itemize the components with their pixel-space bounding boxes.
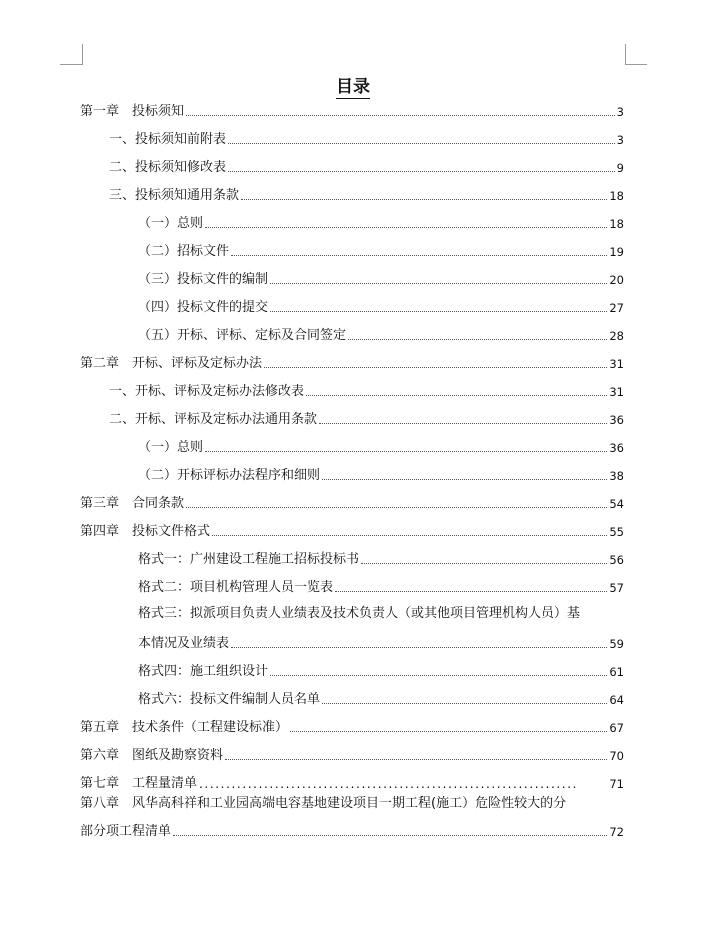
toc-entry-page: 55 — [609, 525, 624, 539]
dot-leader — [186, 115, 615, 116]
toc-entry-chapter-2[interactable] — [80, 353, 624, 373]
toc-entry-page: 31 — [609, 357, 624, 371]
toc-entry-page: 54 — [609, 497, 624, 511]
toc-entry-page: 19 — [609, 245, 624, 259]
toc-entry[interactable] — [138, 437, 624, 457]
toc-entry-chapter-7[interactable] — [80, 773, 624, 793]
dot-leader — [186, 507, 607, 508]
dot-leader — [319, 423, 607, 424]
toc-entry-page: 36 — [609, 441, 624, 455]
toc-entry-page: 18 — [609, 217, 624, 231]
toc-entry-page: 59 — [609, 637, 624, 651]
toc-entry-page: 38 — [609, 469, 624, 483]
toc-entry-label: 格式一：广州建设工程施工招标投标书 — [138, 552, 360, 567]
toc-entry-page: 70 — [609, 749, 624, 763]
toc-entry-page: 9 — [616, 161, 624, 175]
toc-entry-page: 36 — [609, 413, 624, 427]
toc-entry-label-line1[interactable]: 格式三：拟派项目负责人业绩表及技术负责人（或其他项目管理机构人员）基 — [138, 606, 581, 621]
dot-leader — [205, 227, 607, 228]
dot-leader — [228, 143, 615, 144]
toc-entry-page: 28 — [609, 329, 624, 343]
toc-entry[interactable] — [138, 325, 624, 345]
toc-entry-label: （一）总则 — [138, 440, 204, 455]
crop-mark-right-horizontal — [625, 64, 647, 65]
toc-title: 目录 — [336, 77, 370, 97]
toc-entry[interactable] — [109, 381, 624, 401]
toc-entry-label: 二、投标须知修改表 — [109, 160, 227, 175]
dot-leader — [228, 171, 615, 172]
toc-entry-label: 本情况及业绩表 — [138, 636, 230, 651]
toc-entry-page: 61 — [609, 665, 624, 679]
dot-leader — [241, 199, 607, 200]
toc-entry-label: 格式四：施工组织设计 — [138, 664, 269, 679]
toc-entry-label: 第七章 工程量清单 — [80, 776, 198, 791]
dot-leader — [231, 647, 607, 648]
crop-mark-right-vertical — [625, 44, 626, 64]
toc-entry-page: 31 — [609, 385, 624, 399]
toc-entry-page: 18 — [609, 189, 624, 203]
toc-entry-label: 格式二：项目机构管理人员一览表 — [138, 580, 334, 595]
toc-entry-chapter-6[interactable] — [80, 745, 624, 765]
toc-entry-label: （四）投标文件的提交 — [138, 300, 269, 315]
toc-entry-page: 27 — [609, 301, 624, 315]
toc-entry-page: 67 — [609, 721, 624, 735]
dot-leader — [270, 675, 607, 676]
toc-entry-label: （五）开标、评标、定标及合同签定 — [138, 328, 347, 343]
dot-leader — [306, 395, 607, 396]
toc-entry[interactable] — [138, 633, 624, 653]
crop-mark-left-horizontal — [60, 64, 83, 65]
toc-entry-label: 三、投标须知通用条款 — [109, 188, 240, 203]
toc-entry-chapter-1[interactable] — [80, 101, 624, 121]
dot-leader: ...................................................................... — [199, 777, 579, 791]
toc-entry-chapter-3[interactable] — [80, 493, 624, 513]
toc-entry[interactable] — [138, 241, 624, 261]
toc-entry-label: （三）投标文件的编制 — [138, 272, 269, 287]
toc-entry-label: 部分项工程清单 — [80, 824, 172, 839]
toc-entry[interactable] — [138, 549, 624, 569]
toc-entry-label: 第二章 开标、评标及定标办法 — [80, 356, 263, 371]
dot-leader — [322, 703, 607, 704]
toc-entry-page: 20 — [609, 273, 624, 287]
toc-entry[interactable] — [138, 661, 624, 681]
toc-entry[interactable] — [109, 129, 624, 149]
toc-entry-page: 3 — [616, 105, 624, 119]
toc-entry[interactable] — [138, 269, 624, 289]
toc-entry-label: 格式六：投标文件编制人员名单 — [138, 692, 321, 707]
toc-entry-label: （二）开标评标办法程序和细则 — [138, 468, 321, 483]
dot-leader — [270, 311, 607, 312]
toc-entry-label: 二、开标、评标及定标办法通用条款 — [109, 412, 318, 427]
toc-entry[interactable] — [138, 577, 624, 597]
toc-entry-label: 一、开标、评标及定标办法修改表 — [109, 384, 305, 399]
dot-leader — [205, 451, 607, 452]
toc-entry-chapter-8[interactable] — [80, 821, 624, 841]
toc-entry-label: 第一章 投标须知 — [80, 104, 185, 119]
toc-entry-page: 72 — [609, 825, 624, 839]
toc-entry-label: 第四章 投标文件格式 — [80, 524, 211, 539]
dot-leader — [270, 283, 607, 284]
toc-entry[interactable] — [138, 465, 624, 485]
dot-leader — [231, 255, 607, 256]
dot-leader — [225, 759, 607, 760]
toc-entry-page: 71 — [609, 777, 624, 791]
dot-leader — [348, 339, 607, 340]
toc-entry-label: （二）招标文件 — [138, 244, 230, 259]
toc-entry[interactable] — [138, 689, 624, 709]
toc-entry-page: 3 — [616, 133, 624, 147]
toc-entry[interactable] — [109, 409, 624, 429]
toc-entry-page: 56 — [609, 553, 624, 567]
toc-entry-page: 64 — [609, 693, 624, 707]
dot-leader — [322, 479, 607, 480]
toc-entry-chapter-8-line1[interactable]: 第八章 风华高科祥和工业园高端电容基地建设项目一期工程(施工）危险性较大的分 — [80, 796, 567, 811]
dot-leader — [212, 535, 607, 536]
toc-entry-label: （一）总则 — [138, 216, 204, 231]
toc-entry[interactable] — [138, 213, 624, 233]
dot-leader — [335, 591, 607, 592]
toc-entry[interactable] — [138, 297, 624, 317]
toc-entry-label: 第三章 合同条款 — [80, 496, 185, 511]
dot-leader — [290, 731, 607, 732]
toc-entry[interactable] — [109, 185, 624, 205]
dot-leader — [264, 367, 607, 368]
toc-entry-label: 第五章 技术条件（工程建设标准） — [80, 720, 289, 735]
crop-mark-left-vertical — [82, 44, 83, 64]
toc-entry-chapter-4[interactable] — [80, 521, 624, 541]
dot-leader — [361, 563, 607, 564]
toc-entry-label: 第六章 图纸及勘察资料 — [80, 748, 224, 763]
dot-leader — [173, 835, 607, 836]
toc-entry-label: 一、投标须知前附表 — [109, 132, 227, 147]
toc-entry[interactable] — [109, 157, 624, 177]
toc-entry-chapter-5[interactable] — [80, 717, 624, 737]
toc-entry-page: 57 — [609, 581, 624, 595]
